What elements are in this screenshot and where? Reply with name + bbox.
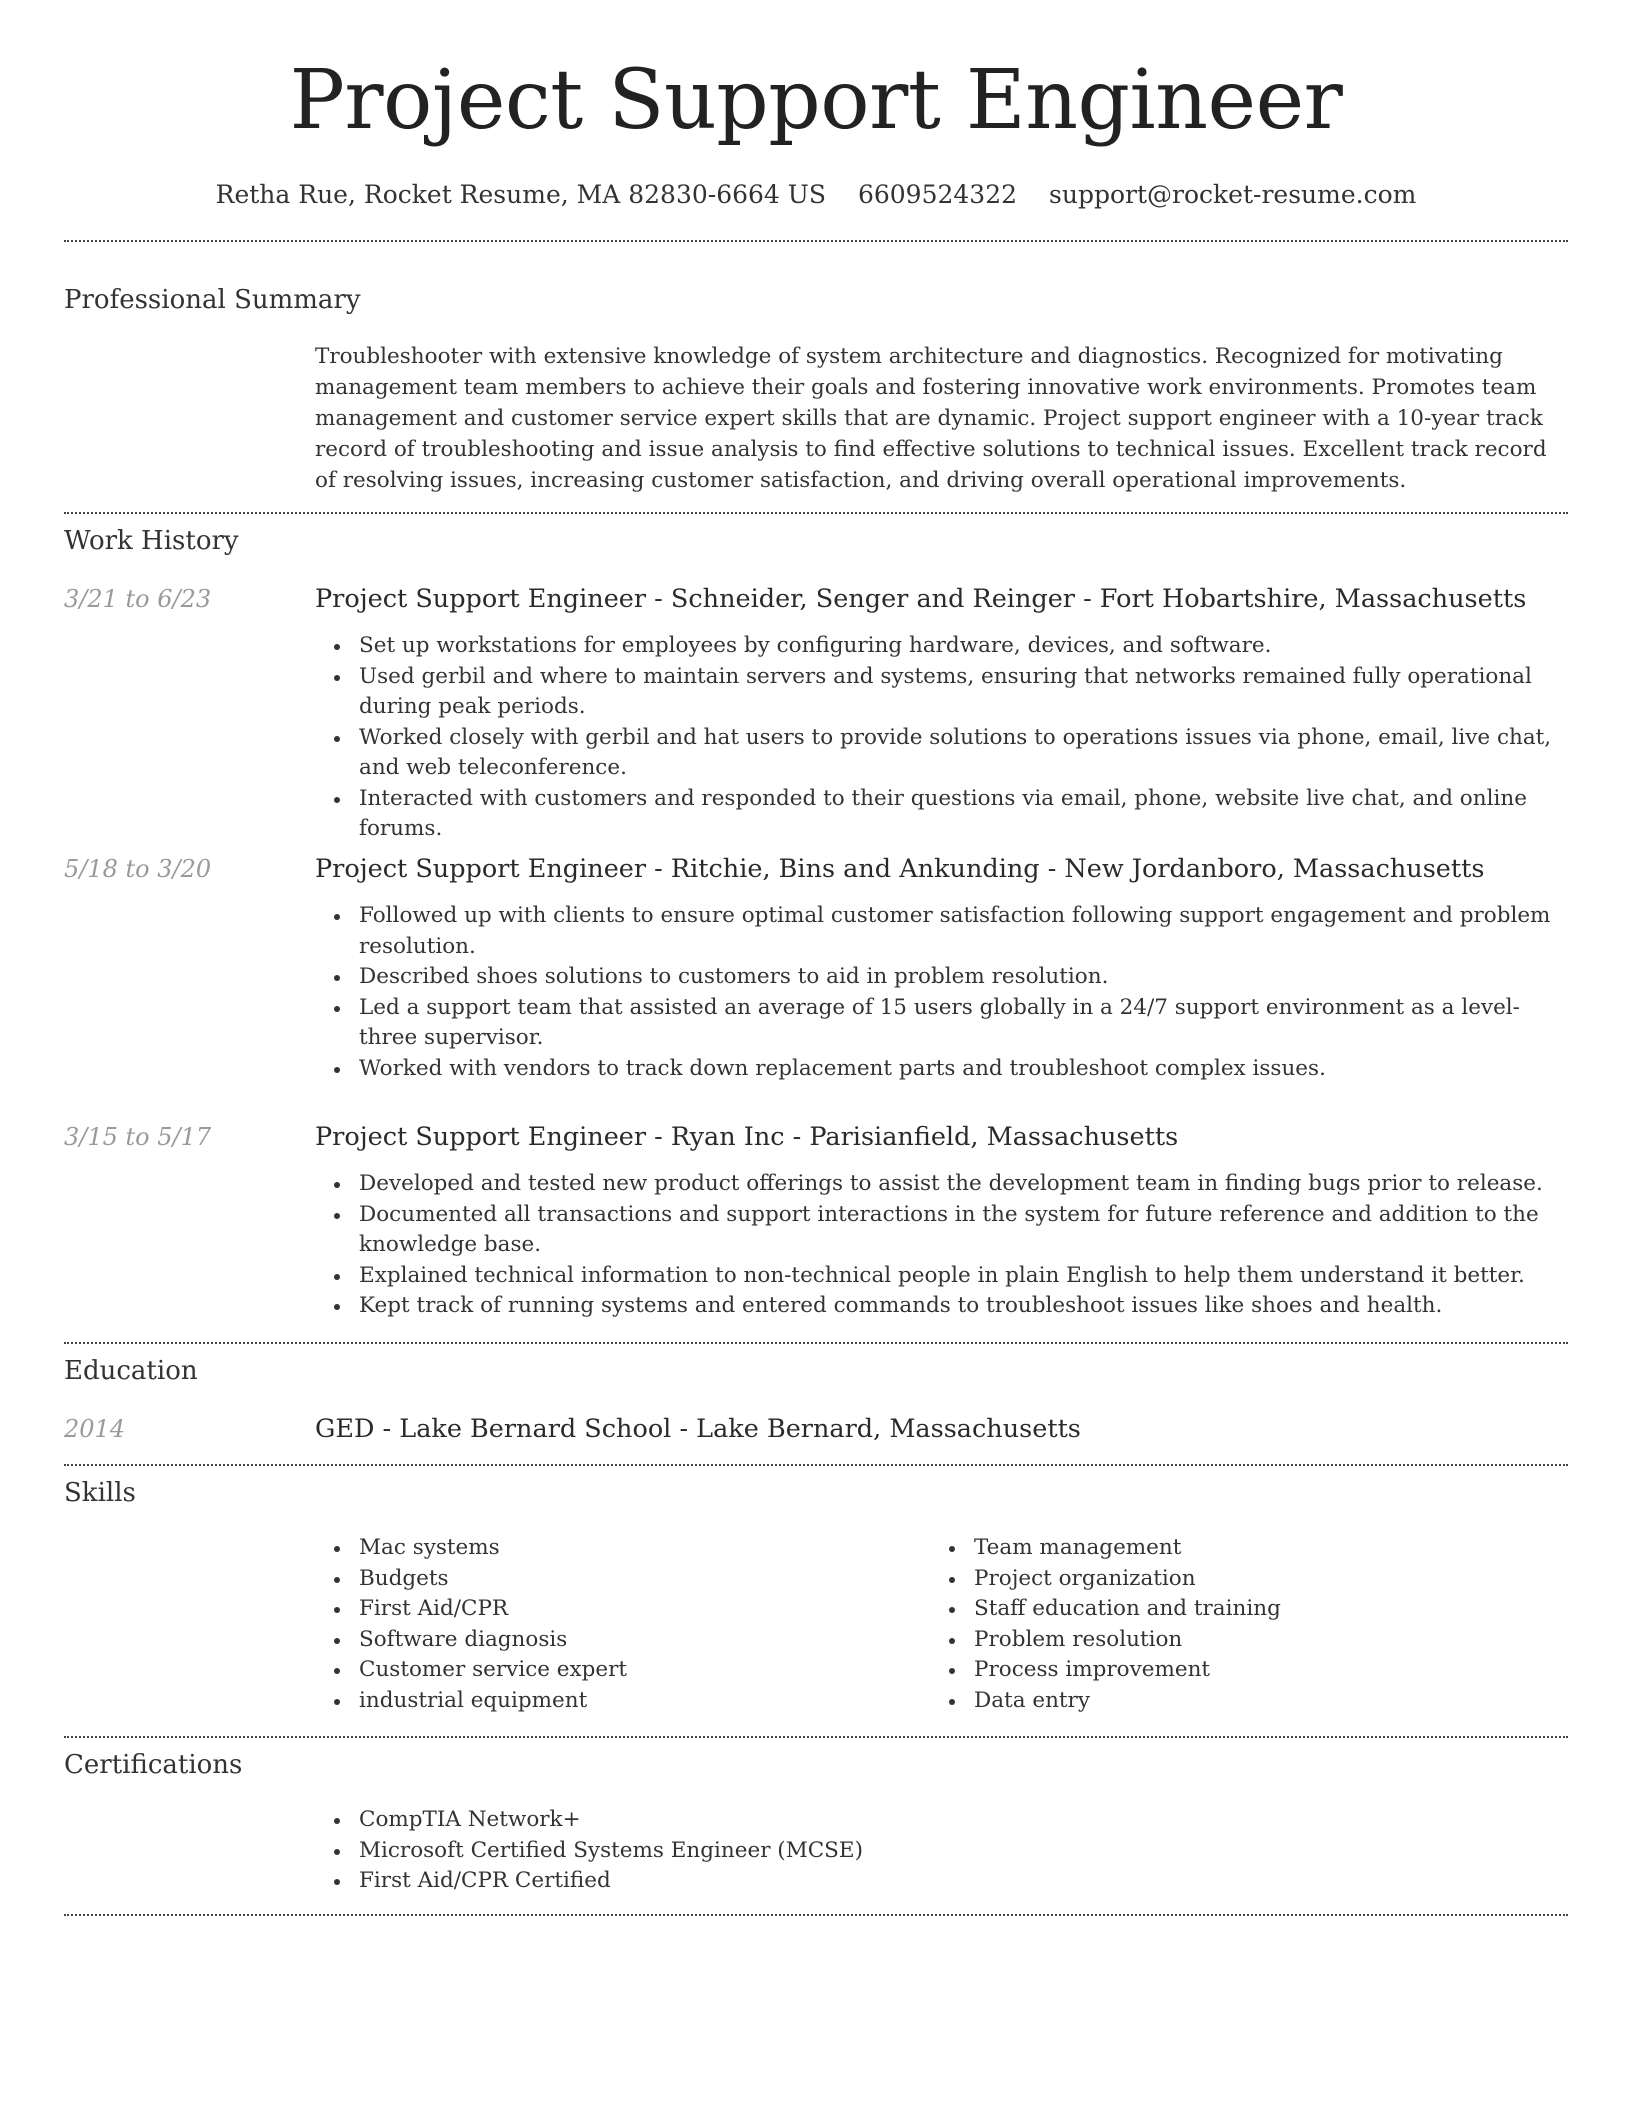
section-title-education: Education bbox=[64, 1356, 198, 1386]
job-entry bbox=[315, 1121, 1568, 1322]
job-dates: 3/21 to 6/23 bbox=[64, 585, 212, 613]
divider bbox=[64, 1914, 1568, 1916]
list-item: Set up workstations for employees by configuring hardware, devices, and software. bbox=[359, 631, 1568, 662]
list-item: Explained technical information to non-technical people in plain English to help them understand it better. bbox=[359, 1261, 1568, 1292]
job-dates: 3/15 to 5/17 bbox=[64, 1123, 212, 1151]
list-item: Followed up with clients to ensure optimal customer satisfaction following support engagement and problem resolution. bbox=[359, 901, 1568, 962]
job-dates: 5/18 to 3/20 bbox=[64, 855, 212, 883]
divider bbox=[64, 240, 1568, 242]
contact-line bbox=[0, 179, 1632, 211]
education-year: 2014 bbox=[64, 1415, 126, 1443]
contact-address: Retha Rue, Rocket Resume, MA 82830-6664 US bbox=[215, 180, 826, 209]
job-heading: Project Support Engineer - Ryan Inc - Parisianfield, Massachusetts bbox=[315, 1122, 1179, 1152]
list-item: Kept track of running systems and entered commands to troubleshoot issues like shoes and health. bbox=[359, 1291, 1568, 1322]
list-item: Software diagnosis bbox=[359, 1625, 930, 1656]
list-item: Data entry bbox=[974, 1686, 1545, 1717]
list-item: First Aid/CPR bbox=[359, 1594, 930, 1625]
job-bullets bbox=[315, 901, 1568, 1084]
section-title-work-history: Work History bbox=[64, 526, 239, 556]
list-item: industrial equipment bbox=[359, 1686, 930, 1717]
list-item: Budgets bbox=[359, 1564, 930, 1595]
list-item: Led a support team that assisted an average of 15 users globally in a 24/7 support environment as a level-three supervisor. bbox=[359, 993, 1568, 1054]
list-item: CompTIA Network+ bbox=[359, 1805, 1568, 1836]
divider bbox=[64, 1342, 1568, 1344]
page-title: Project Support Engineer bbox=[289, 53, 1343, 148]
divider bbox=[64, 1464, 1568, 1466]
list-item: First Aid/CPR Certified bbox=[359, 1866, 1568, 1897]
job-bullets bbox=[315, 631, 1568, 845]
list-item: Problem resolution bbox=[974, 1625, 1545, 1656]
skills-column-left bbox=[315, 1533, 930, 1716]
section-title-certifications: Certifications bbox=[64, 1750, 243, 1780]
job-entry bbox=[315, 853, 1568, 1084]
list-item: Microsoft Certified Systems Engineer (MCSE) bbox=[359, 1836, 1568, 1867]
education-entry: GED - Lake Bernard School - Lake Bernard, Massachusetts bbox=[315, 1414, 1081, 1444]
list-item: Staff education and training bbox=[974, 1594, 1545, 1625]
list-item: Described shoes solutions to customers to aid in problem resolution. bbox=[359, 962, 1568, 993]
list-item: Interacted with customers and responded to their questions via email, phone, website live chat, and online forums. bbox=[359, 784, 1568, 845]
list-item: Worked closely with gerbil and hat users to provide solutions to operations issues via phone, email, live chat, and web teleconference. bbox=[359, 723, 1568, 784]
contact-phone: 6609524322 bbox=[857, 180, 1018, 209]
list-item: Developed and tested new product offerings to assist the development team in finding bugs prior to release. bbox=[359, 1169, 1568, 1200]
list-item: Customer service expert bbox=[359, 1655, 930, 1686]
job-bullets bbox=[315, 1169, 1568, 1322]
summary-text: Troubleshooter with extensive knowledge of system architecture and diagnostics. Recognized for motivating management team members to achieve their goals and fostering innovative work environments. Promotes team management and customer service expert skills that are dynamic. Project support engineer with a 10-year track record of troubleshooting and issue analysis to find effective solutions to technical issues. Excellent track record of resolving issues, increasing customer satisfaction, and driving overall operational improvements. bbox=[315, 344, 1547, 493]
divider bbox=[64, 1736, 1568, 1738]
list-item: Worked with vendors to track down replacement parts and troubleshoot complex issues. bbox=[359, 1054, 1568, 1085]
list-item: Mac systems bbox=[359, 1533, 930, 1564]
contact-email: support@rocket-resume.com bbox=[1049, 180, 1417, 209]
skills-column-right bbox=[930, 1533, 1545, 1716]
list-item: Used gerbil and where to maintain servers and systems, ensuring that networks remained fully operational during peak periods. bbox=[359, 662, 1568, 723]
list-item: Process improvement bbox=[974, 1655, 1545, 1686]
divider bbox=[64, 512, 1568, 514]
skills-list bbox=[315, 1533, 1568, 1716]
job-heading: Project Support Engineer - Ritchie, Bins and Ankunding - New Jordanboro, Massachusetts bbox=[315, 854, 1485, 884]
certifications-list bbox=[315, 1805, 1568, 1897]
section-title-skills: Skills bbox=[64, 1478, 136, 1508]
list-item: Documented all transactions and support interactions in the system for future reference and addition to the knowledge base. bbox=[359, 1200, 1568, 1261]
job-entry bbox=[315, 583, 1568, 845]
list-item: Team management bbox=[974, 1533, 1545, 1564]
job-heading: Project Support Engineer - Schneider, Senger and Reinger - Fort Hobartshire, Massachusetts bbox=[315, 584, 1527, 614]
list-item: Project organization bbox=[974, 1564, 1545, 1595]
section-title-summary: Professional Summary bbox=[64, 285, 361, 315]
resume-header bbox=[0, 0, 1632, 211]
